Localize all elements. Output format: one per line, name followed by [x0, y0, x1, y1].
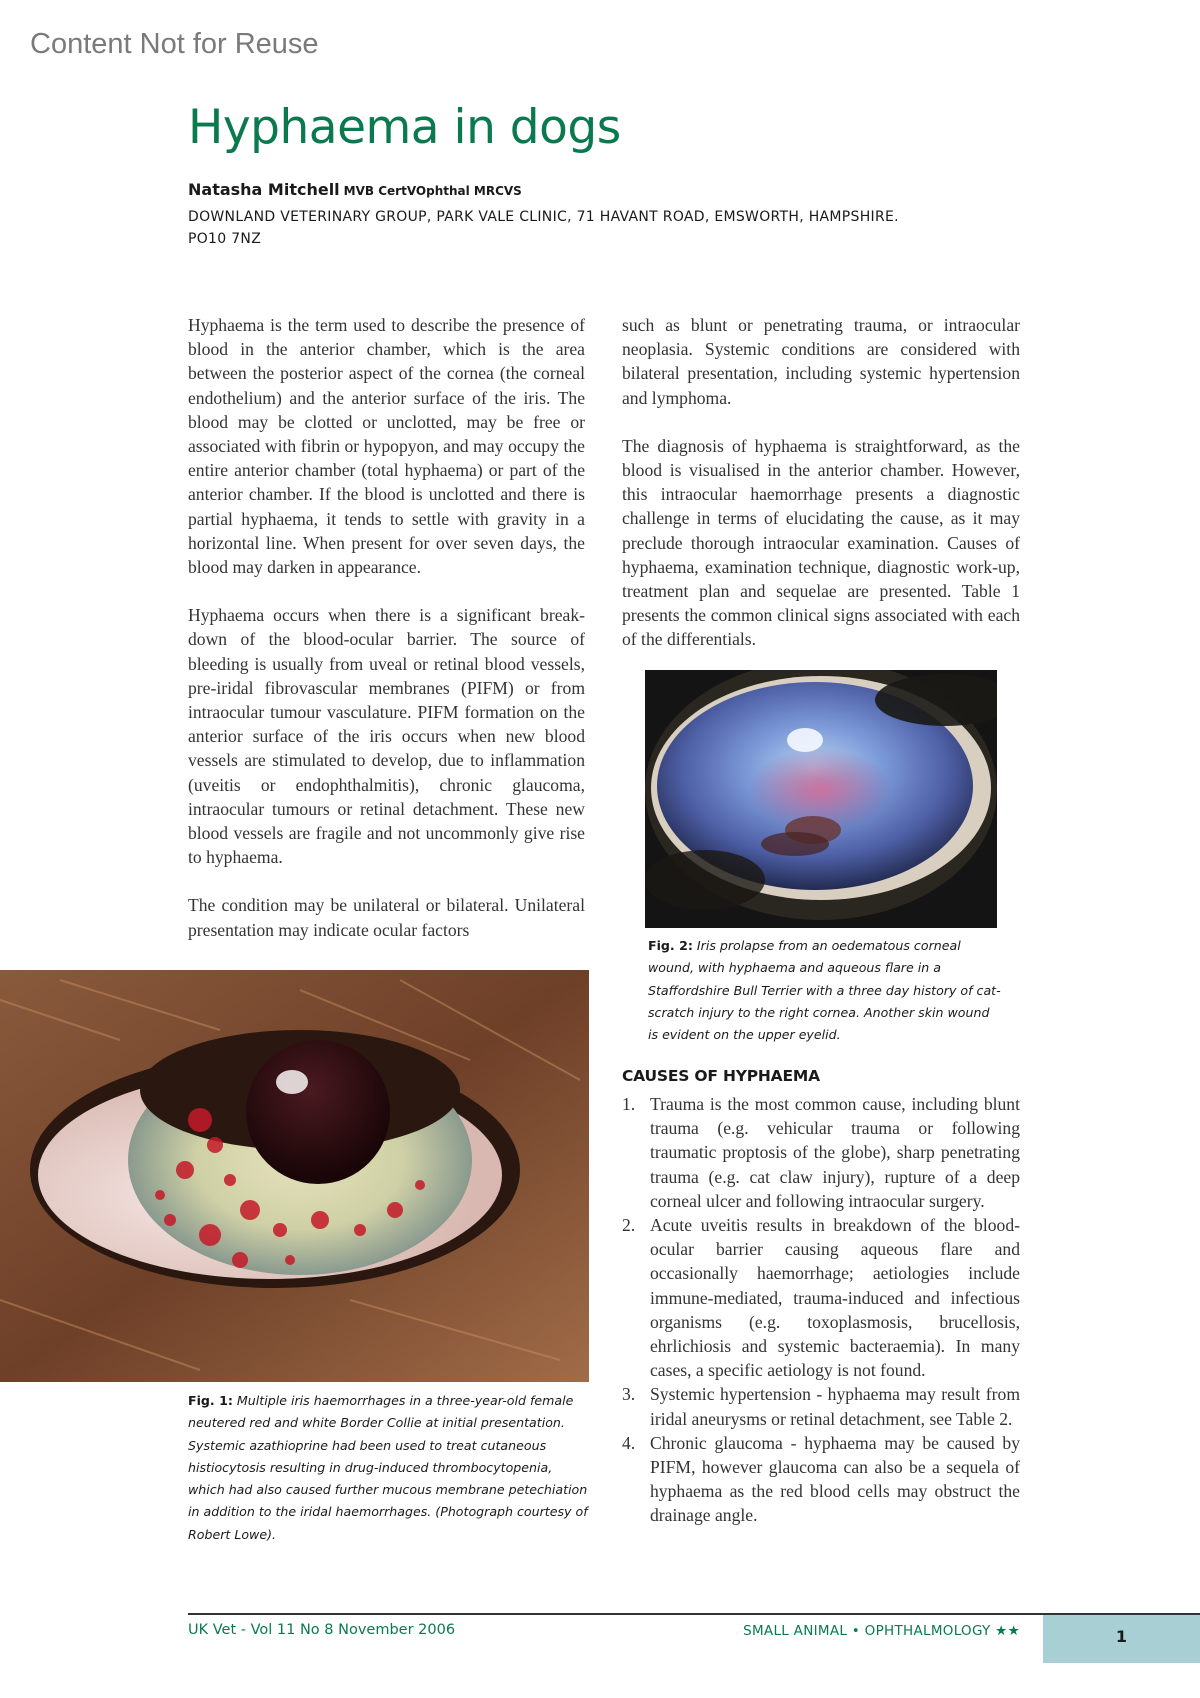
body-paragraph: such as blunt or penetrating trauma, or intraocular neoplasia. Systemic conditions are considered with bilateral presentation, including systemic hypertension and lymphoma.	[622, 315, 1020, 408]
list-item	[622, 1431, 1020, 1528]
figure-1-caption	[188, 1390, 588, 1546]
author-qualifications: MVB CertVOphthal MRCVS	[343, 184, 522, 198]
author-name: Natasha Mitchell	[188, 180, 340, 199]
list-item-text: Acute uveitis results in breakdown of the blood-ocular barrier causing aqueous flare and occasionally haemorrhage; aetiologies include immune-mediated, trauma-induced and infectious organisms (e.g. toxoplasmosis, brucellosis, ehrlichiosis and systemic bacteraemia). In many cases, a specific aetiology is not found.	[650, 1215, 1020, 1381]
list-item-number: 3.	[622, 1384, 636, 1405]
author-line	[188, 180, 522, 199]
page-number-box	[1043, 1615, 1200, 1663]
watermark: Content Not for Reuse	[30, 28, 319, 60]
figure-2-caption	[648, 935, 1003, 1046]
body-column-left	[188, 313, 585, 966]
list-item-number: 1.	[622, 1094, 636, 1114]
list-item-text: Systemic hypertension - hyphaema may result from iridal aneurysms or retinal detachment, see Table 2.	[650, 1384, 1020, 1429]
figure-2-photo	[645, 670, 997, 928]
list-item-number: 2.	[622, 1215, 636, 1236]
causes-list	[622, 1092, 1020, 1528]
figure-2-caption-text: Iris prolapse from an oedematous corneal wound, with hyphaema and aqueous flare in a Staffordshire Bull Terrier with a three day history of cat-scratch injury to the right cornea. Another skin wound is evident on the upper eyelid.	[648, 938, 1001, 1043]
footer-journal: UK Vet - Vol 11 No 8 November 2006	[188, 1622, 456, 1638]
list-item-number: 4.	[622, 1432, 636, 1453]
article-title: Hyphaema in dogs	[188, 100, 621, 155]
list-item-text: Trauma is the most common cause, including blunt trauma (e.g. vehicular trauma or following traumatic proptosis of the globe), sharp penetrating trauma (e.g. cat claw injury), rupture of a deep corneal ulcer and following intraocular surgery.	[650, 1094, 1020, 1211]
section-heading-causes: CAUSES OF HYPHAEMA	[622, 1067, 820, 1085]
author-affiliation: DOWNLAND VETERINARY GROUP, PARK VALE CLINIC, 71 HAVANT ROAD, EMSWORTH, HAMPSHIRE. PO10 7NZ	[188, 209, 899, 247]
figure-2-label: Fig. 2:	[648, 938, 693, 953]
body-column-right	[622, 313, 1020, 676]
figure-1-photo	[0, 970, 589, 1382]
page-number: 1	[1115, 1627, 1128, 1646]
footer-section: SMALL ANIMAL • OPHTHALMOLOGY ★★	[743, 1623, 1020, 1639]
list-item	[622, 1382, 1020, 1430]
body-paragraph: Hyphaema occurs when there is a significant break-down of the blood-ocular barrier. The source of bleeding is usually from uveal or retinal blood vessels, pre-iridal fibrovascular membranes (PIFM) or from intraocular tumour vasculature. PIFM formation on the anterior surface of the iris occurs when new blood vessels are stimulated to develop, due to inflammation (uveitis or endophthalmitis), chronic glaucoma, intraocular tumours or retinal detachment. These new blood vessels are fragile and not uncommonly give rise to hyphaema.	[188, 605, 585, 868]
body-paragraph: The condition may be unilateral or bilateral. Unilateral presentation may indicate ocular factors	[188, 895, 585, 940]
figure-1-label: Fig. 1:	[188, 1393, 233, 1408]
body-paragraph: The diagnosis of hyphaema is straightforward, as the blood is visualised in the anterior chamber. However, this intraocular haemorrhage presents a diagnostic challenge in terms of elucidating the cause, as it may preclude thorough intraocular examination. Causes of hyphaema, examination technique, diagnostic work-up, treatment plan and sequelae are presented. Table 1 presents the common clinical signs associated with each of the differentials.	[622, 435, 1020, 650]
list-item	[622, 1213, 1020, 1382]
list-item	[622, 1092, 1020, 1213]
list-item-text: Chronic glaucoma - hyphaema may be caused by PIFM, however glaucoma can also be a sequela of hyphaema as the red blood cells may obstruct the drainage angle.	[650, 1432, 1020, 1526]
body-paragraph: Hyphaema is the term used to describe the presence of blood in the anterior chamber, which is the area between the posterior aspect of the cornea (the corneal endothelium) and the anterior surface of the iris. The blood may be clotted or unclotted, may be free or associated with fibrin or hypopyon, and may occupy the entire anterior chamber (total hyphaema) or part of the anterior chamber. If the blood is unclotted and there is partial hyphaema, it tends to settle with gravity in a horizontal line. When present for over seven days, the blood may darken in appearance.	[188, 315, 585, 578]
figure-1-caption-text: Multiple iris haemorrhages in a three-year-old female neutered red and white Border Collie at initial presentation. Systemic azathioprine had been used to treat cutaneous histiocytosis resulting in drug-induced thrombocytopenia, which had also caused further mucous membrane petechiation in addition to the iridal haemorrhages. (Photograph courtesy of Robert Lowe).	[188, 1393, 588, 1542]
